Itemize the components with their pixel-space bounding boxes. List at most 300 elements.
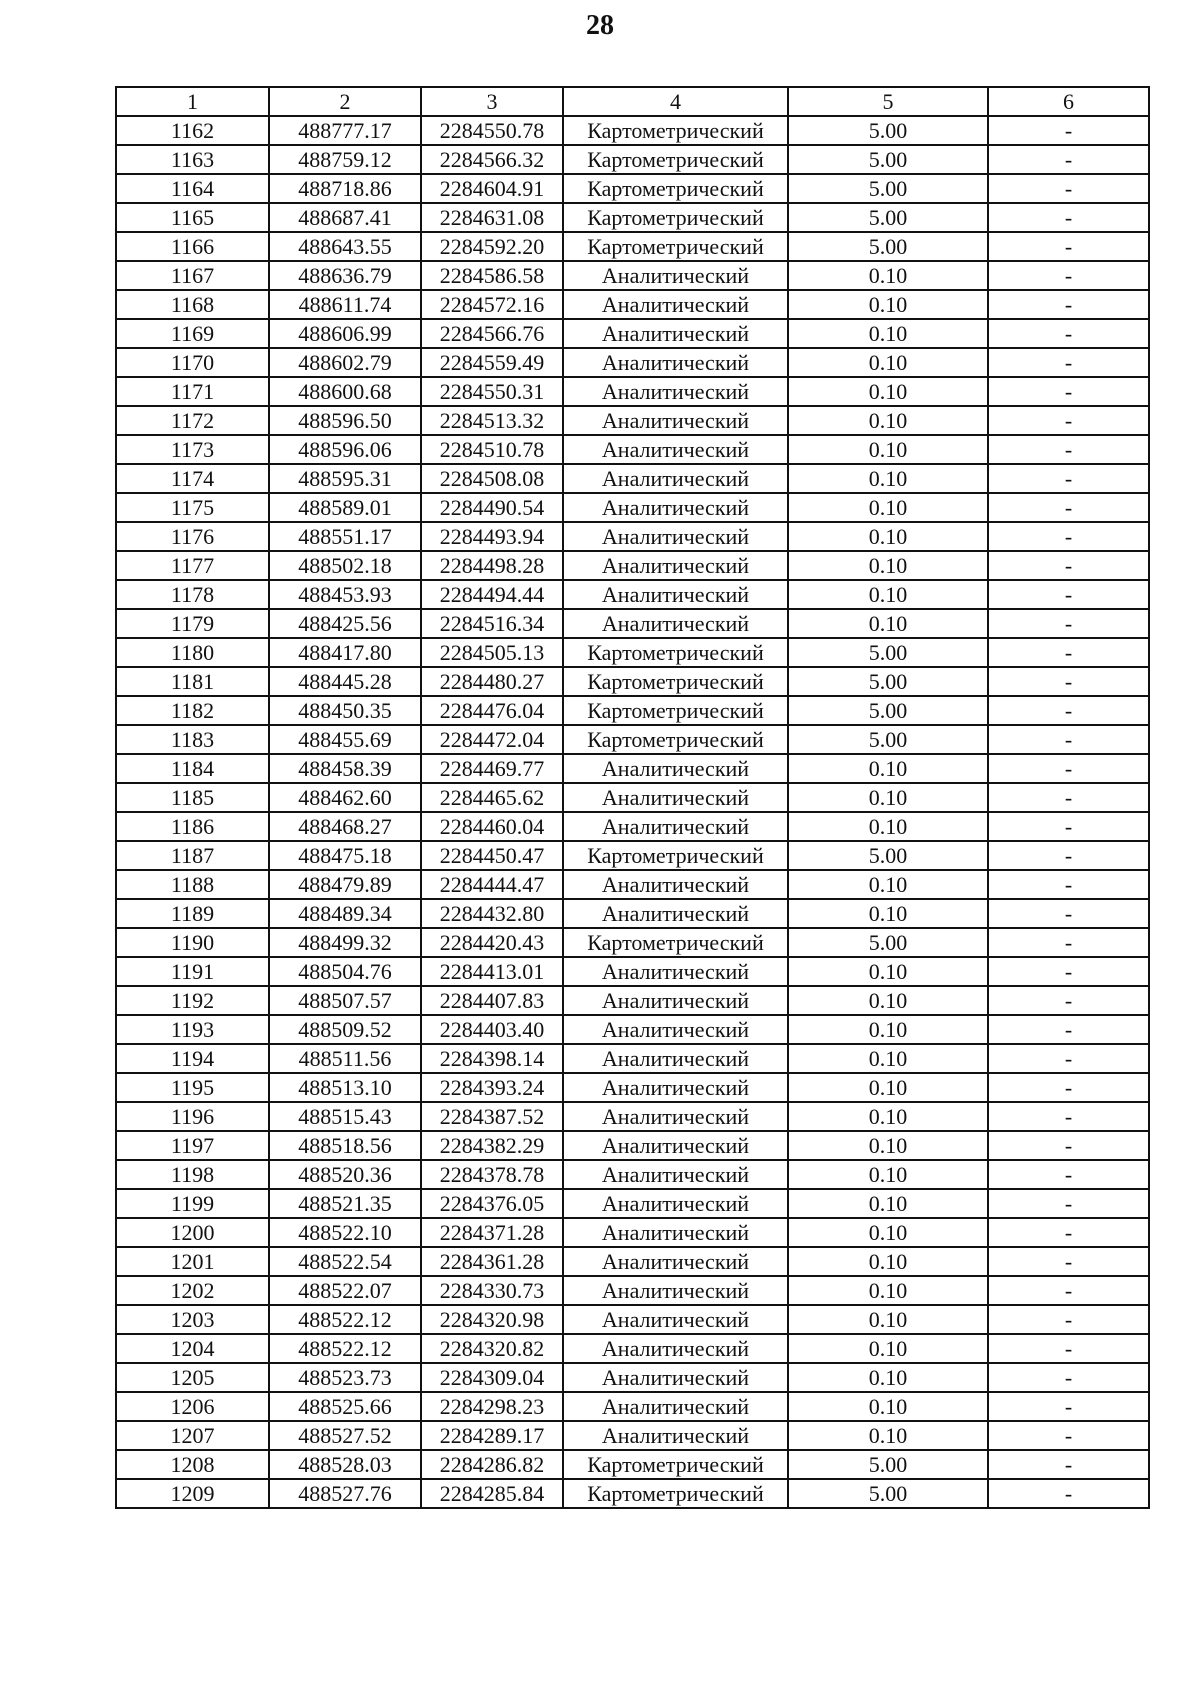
point-number-cell: 1182 — [116, 696, 269, 725]
point-number-cell: 1166 — [116, 232, 269, 261]
y-coordinate-cell: 2284469.77 — [421, 754, 563, 783]
accuracy-cell: 0.10 — [788, 435, 988, 464]
x-coordinate-cell: 488718.86 — [269, 174, 421, 203]
accuracy-cell: 5.00 — [788, 696, 988, 725]
note-cell: - — [988, 145, 1149, 174]
x-coordinate-cell: 488551.17 — [269, 522, 421, 551]
accuracy-cell: 0.10 — [788, 1073, 988, 1102]
accuracy-cell: 0.10 — [788, 870, 988, 899]
x-coordinate-cell: 488417.80 — [269, 638, 421, 667]
accuracy-cell: 5.00 — [788, 174, 988, 203]
accuracy-cell: 5.00 — [788, 203, 988, 232]
table-row — [116, 928, 1149, 957]
y-coordinate-cell: 2284382.29 — [421, 1131, 563, 1160]
column-header: 1 — [116, 87, 269, 116]
y-coordinate-cell: 2284476.04 — [421, 696, 563, 725]
method-cell: Картометрический — [563, 1450, 788, 1479]
note-cell: - — [988, 870, 1149, 899]
point-number-cell: 1208 — [116, 1450, 269, 1479]
y-coordinate-cell: 2284498.28 — [421, 551, 563, 580]
point-number-cell: 1184 — [116, 754, 269, 783]
y-coordinate-cell: 2284508.08 — [421, 464, 563, 493]
y-coordinate-cell: 2284592.20 — [421, 232, 563, 261]
y-coordinate-cell: 2284566.32 — [421, 145, 563, 174]
note-cell: - — [988, 1044, 1149, 1073]
column-header: 6 — [988, 87, 1149, 116]
method-cell: Аналитический — [563, 261, 788, 290]
table-row — [116, 1363, 1149, 1392]
note-cell: - — [988, 1421, 1149, 1450]
point-number-cell: 1189 — [116, 899, 269, 928]
note-cell: - — [988, 522, 1149, 551]
x-coordinate-cell: 488522.12 — [269, 1305, 421, 1334]
method-cell: Картометрический — [563, 725, 788, 754]
table-row — [116, 1421, 1149, 1450]
accuracy-cell: 5.00 — [788, 1479, 988, 1508]
point-number-cell: 1168 — [116, 290, 269, 319]
x-coordinate-cell: 488521.35 — [269, 1189, 421, 1218]
point-number-cell: 1178 — [116, 580, 269, 609]
x-coordinate-cell: 488777.17 — [269, 116, 421, 145]
accuracy-cell: 0.10 — [788, 551, 988, 580]
method-cell: Аналитический — [563, 1421, 788, 1450]
accuracy-cell: 0.10 — [788, 1363, 988, 1392]
accuracy-cell: 0.10 — [788, 957, 988, 986]
point-number-cell: 1175 — [116, 493, 269, 522]
table-row — [116, 754, 1149, 783]
accuracy-cell: 0.10 — [788, 754, 988, 783]
y-coordinate-cell: 2284516.34 — [421, 609, 563, 638]
x-coordinate-cell: 488759.12 — [269, 145, 421, 174]
y-coordinate-cell: 2284298.23 — [421, 1392, 563, 1421]
x-coordinate-cell: 488445.28 — [269, 667, 421, 696]
method-cell: Аналитический — [563, 609, 788, 638]
table-row — [116, 551, 1149, 580]
accuracy-cell: 0.10 — [788, 464, 988, 493]
point-number-cell: 1205 — [116, 1363, 269, 1392]
table-row — [116, 725, 1149, 754]
x-coordinate-cell: 488453.93 — [269, 580, 421, 609]
x-coordinate-cell: 488522.07 — [269, 1276, 421, 1305]
note-cell: - — [988, 348, 1149, 377]
method-cell: Аналитический — [563, 1189, 788, 1218]
accuracy-cell: 0.10 — [788, 1160, 988, 1189]
point-number-cell: 1203 — [116, 1305, 269, 1334]
x-coordinate-cell: 488687.41 — [269, 203, 421, 232]
note-cell: - — [988, 696, 1149, 725]
y-coordinate-cell: 2284444.47 — [421, 870, 563, 899]
note-cell: - — [988, 1479, 1149, 1508]
y-coordinate-cell: 2284586.58 — [421, 261, 563, 290]
note-cell: - — [988, 667, 1149, 696]
table-row — [116, 841, 1149, 870]
accuracy-cell: 0.10 — [788, 290, 988, 319]
accuracy-cell: 5.00 — [788, 841, 988, 870]
point-number-cell: 1172 — [116, 406, 269, 435]
y-coordinate-cell: 2284398.14 — [421, 1044, 563, 1073]
column-header: 2 — [269, 87, 421, 116]
y-coordinate-cell: 2284403.40 — [421, 1015, 563, 1044]
method-cell: Картометрический — [563, 928, 788, 957]
note-cell: - — [988, 116, 1149, 145]
accuracy-cell: 5.00 — [788, 638, 988, 667]
y-coordinate-cell: 2284413.01 — [421, 957, 563, 986]
note-cell: - — [988, 174, 1149, 203]
table-row — [116, 1479, 1149, 1508]
method-cell: Аналитический — [563, 348, 788, 377]
x-coordinate-cell: 488589.01 — [269, 493, 421, 522]
table-row — [116, 1276, 1149, 1305]
y-coordinate-cell: 2284378.78 — [421, 1160, 563, 1189]
x-coordinate-cell: 488595.31 — [269, 464, 421, 493]
point-number-cell: 1201 — [116, 1247, 269, 1276]
table-row — [116, 870, 1149, 899]
y-coordinate-cell: 2284361.28 — [421, 1247, 563, 1276]
point-number-cell: 1192 — [116, 986, 269, 1015]
note-cell: - — [988, 1160, 1149, 1189]
x-coordinate-cell: 488458.39 — [269, 754, 421, 783]
y-coordinate-cell: 2284309.04 — [421, 1363, 563, 1392]
point-number-cell: 1198 — [116, 1160, 269, 1189]
method-cell: Аналитический — [563, 406, 788, 435]
x-coordinate-cell: 488602.79 — [269, 348, 421, 377]
x-coordinate-cell: 488475.18 — [269, 841, 421, 870]
method-cell: Аналитический — [563, 754, 788, 783]
x-coordinate-cell: 488513.10 — [269, 1073, 421, 1102]
point-number-cell: 1162 — [116, 116, 269, 145]
y-coordinate-cell: 2284493.94 — [421, 522, 563, 551]
table-row — [116, 986, 1149, 1015]
table-row — [116, 1247, 1149, 1276]
y-coordinate-cell: 2284285.84 — [421, 1479, 563, 1508]
point-number-cell: 1200 — [116, 1218, 269, 1247]
x-coordinate-cell: 488462.60 — [269, 783, 421, 812]
note-cell: - — [988, 783, 1149, 812]
note-cell: - — [988, 841, 1149, 870]
method-cell: Аналитический — [563, 783, 788, 812]
x-coordinate-cell: 488596.50 — [269, 406, 421, 435]
table-row — [116, 783, 1149, 812]
x-coordinate-cell: 488520.36 — [269, 1160, 421, 1189]
table-row — [116, 1044, 1149, 1073]
y-coordinate-cell: 2284330.73 — [421, 1276, 563, 1305]
note-cell: - — [988, 261, 1149, 290]
method-cell: Аналитический — [563, 493, 788, 522]
table-row — [116, 696, 1149, 725]
note-cell: - — [988, 1392, 1149, 1421]
point-number-cell: 1167 — [116, 261, 269, 290]
x-coordinate-cell: 488522.54 — [269, 1247, 421, 1276]
accuracy-cell: 0.10 — [788, 522, 988, 551]
y-coordinate-cell: 2284450.47 — [421, 841, 563, 870]
coordinates-table — [115, 86, 1150, 1509]
accuracy-cell: 0.10 — [788, 1218, 988, 1247]
table-row — [116, 609, 1149, 638]
point-number-cell: 1177 — [116, 551, 269, 580]
accuracy-cell: 5.00 — [788, 1450, 988, 1479]
accuracy-cell: 0.10 — [788, 1044, 988, 1073]
method-cell: Аналитический — [563, 1218, 788, 1247]
x-coordinate-cell: 488468.27 — [269, 812, 421, 841]
accuracy-cell: 0.10 — [788, 609, 988, 638]
x-coordinate-cell: 488518.56 — [269, 1131, 421, 1160]
accuracy-cell: 0.10 — [788, 261, 988, 290]
point-number-cell: 1194 — [116, 1044, 269, 1073]
table-row — [116, 406, 1149, 435]
method-cell: Картометрический — [563, 696, 788, 725]
method-cell: Аналитический — [563, 1276, 788, 1305]
point-number-cell: 1204 — [116, 1334, 269, 1363]
y-coordinate-cell: 2284465.62 — [421, 783, 563, 812]
point-number-cell: 1183 — [116, 725, 269, 754]
accuracy-cell: 0.10 — [788, 1131, 988, 1160]
x-coordinate-cell: 488523.73 — [269, 1363, 421, 1392]
note-cell: - — [988, 725, 1149, 754]
accuracy-cell: 0.10 — [788, 1247, 988, 1276]
x-coordinate-cell: 488509.52 — [269, 1015, 421, 1044]
point-number-cell: 1173 — [116, 435, 269, 464]
table-row — [116, 493, 1149, 522]
note-cell: - — [988, 899, 1149, 928]
method-cell: Картометрический — [563, 638, 788, 667]
y-coordinate-cell: 2284371.28 — [421, 1218, 563, 1247]
method-cell: Картометрический — [563, 116, 788, 145]
table-row — [116, 1189, 1149, 1218]
y-coordinate-cell: 2284460.04 — [421, 812, 563, 841]
point-number-cell: 1199 — [116, 1189, 269, 1218]
y-coordinate-cell: 2284376.05 — [421, 1189, 563, 1218]
table-row — [116, 638, 1149, 667]
table-row — [116, 174, 1149, 203]
note-cell: - — [988, 1334, 1149, 1363]
method-cell: Аналитический — [563, 1044, 788, 1073]
note-cell: - — [988, 1015, 1149, 1044]
method-cell: Аналитический — [563, 812, 788, 841]
accuracy-cell: 0.10 — [788, 1305, 988, 1334]
x-coordinate-cell: 488479.89 — [269, 870, 421, 899]
accuracy-cell: 0.10 — [788, 377, 988, 406]
point-number-cell: 1163 — [116, 145, 269, 174]
table-row — [116, 1334, 1149, 1363]
method-cell: Аналитический — [563, 1131, 788, 1160]
note-cell: - — [988, 1450, 1149, 1479]
method-cell: Аналитический — [563, 1015, 788, 1044]
method-cell: Аналитический — [563, 580, 788, 609]
method-cell: Аналитический — [563, 464, 788, 493]
x-coordinate-cell: 488606.99 — [269, 319, 421, 348]
method-cell: Аналитический — [563, 1363, 788, 1392]
y-coordinate-cell: 2284490.54 — [421, 493, 563, 522]
table-row — [116, 377, 1149, 406]
x-coordinate-cell: 488507.57 — [269, 986, 421, 1015]
method-cell: Аналитический — [563, 1247, 788, 1276]
method-cell: Картометрический — [563, 145, 788, 174]
point-number-cell: 1179 — [116, 609, 269, 638]
note-cell: - — [988, 957, 1149, 986]
method-cell: Аналитический — [563, 435, 788, 464]
y-coordinate-cell: 2284631.08 — [421, 203, 563, 232]
note-cell: - — [988, 1363, 1149, 1392]
y-coordinate-cell: 2284407.83 — [421, 986, 563, 1015]
note-cell: - — [988, 754, 1149, 783]
note-cell: - — [988, 1218, 1149, 1247]
point-number-cell: 1206 — [116, 1392, 269, 1421]
note-cell: - — [988, 986, 1149, 1015]
point-number-cell: 1171 — [116, 377, 269, 406]
accuracy-cell: 0.10 — [788, 1102, 988, 1131]
note-cell: - — [988, 493, 1149, 522]
method-cell: Аналитический — [563, 377, 788, 406]
table-row — [116, 145, 1149, 174]
accuracy-cell: 5.00 — [788, 145, 988, 174]
note-cell: - — [988, 377, 1149, 406]
note-cell: - — [988, 319, 1149, 348]
note-cell: - — [988, 928, 1149, 957]
method-cell: Аналитический — [563, 1334, 788, 1363]
table-row — [116, 957, 1149, 986]
y-coordinate-cell: 2284559.49 — [421, 348, 563, 377]
method-cell: Аналитический — [563, 899, 788, 928]
x-coordinate-cell: 488611.74 — [269, 290, 421, 319]
note-cell: - — [988, 638, 1149, 667]
point-number-cell: 1180 — [116, 638, 269, 667]
page-number: 28 — [586, 10, 614, 41]
point-number-cell: 1207 — [116, 1421, 269, 1450]
point-number-cell: 1170 — [116, 348, 269, 377]
accuracy-cell: 0.10 — [788, 1334, 988, 1363]
table-row — [116, 667, 1149, 696]
column-header: 4 — [563, 87, 788, 116]
accuracy-cell: 5.00 — [788, 232, 988, 261]
point-number-cell: 1174 — [116, 464, 269, 493]
table-row — [116, 1102, 1149, 1131]
y-coordinate-cell: 2284566.76 — [421, 319, 563, 348]
x-coordinate-cell: 488455.69 — [269, 725, 421, 754]
accuracy-cell: 0.10 — [788, 899, 988, 928]
column-header: 5 — [788, 87, 988, 116]
y-coordinate-cell: 2284472.04 — [421, 725, 563, 754]
y-coordinate-cell: 2284320.98 — [421, 1305, 563, 1334]
note-cell: - — [988, 1189, 1149, 1218]
note-cell: - — [988, 580, 1149, 609]
point-number-cell: 1164 — [116, 174, 269, 203]
accuracy-cell: 0.10 — [788, 812, 988, 841]
accuracy-cell: 0.10 — [788, 348, 988, 377]
accuracy-cell: 0.10 — [788, 319, 988, 348]
x-coordinate-cell: 488425.56 — [269, 609, 421, 638]
table-row — [116, 1305, 1149, 1334]
y-coordinate-cell: 2284289.17 — [421, 1421, 563, 1450]
accuracy-cell: 0.10 — [788, 493, 988, 522]
column-header: 3 — [421, 87, 563, 116]
method-cell: Аналитический — [563, 957, 788, 986]
point-number-cell: 1165 — [116, 203, 269, 232]
table-row — [116, 1131, 1149, 1160]
method-cell: Аналитический — [563, 319, 788, 348]
method-cell: Аналитический — [563, 1102, 788, 1131]
note-cell: - — [988, 1247, 1149, 1276]
y-coordinate-cell: 2284604.91 — [421, 174, 563, 203]
table-row — [116, 580, 1149, 609]
method-cell: Аналитический — [563, 1305, 788, 1334]
x-coordinate-cell: 488522.10 — [269, 1218, 421, 1247]
method-cell: Картометрический — [563, 841, 788, 870]
method-cell: Картометрический — [563, 232, 788, 261]
method-cell: Аналитический — [563, 522, 788, 551]
y-coordinate-cell: 2284320.82 — [421, 1334, 563, 1363]
table-row — [116, 203, 1149, 232]
table-row — [116, 522, 1149, 551]
x-coordinate-cell: 488450.35 — [269, 696, 421, 725]
accuracy-cell: 0.10 — [788, 783, 988, 812]
table-row — [116, 1073, 1149, 1102]
method-cell: Аналитический — [563, 1160, 788, 1189]
table-row — [116, 232, 1149, 261]
table-row — [116, 290, 1149, 319]
table-row — [116, 348, 1149, 377]
accuracy-cell: 0.10 — [788, 1189, 988, 1218]
x-coordinate-cell: 488502.18 — [269, 551, 421, 580]
point-number-cell: 1195 — [116, 1073, 269, 1102]
note-cell: - — [988, 290, 1149, 319]
point-number-cell: 1181 — [116, 667, 269, 696]
y-coordinate-cell: 2284432.80 — [421, 899, 563, 928]
x-coordinate-cell: 488489.34 — [269, 899, 421, 928]
accuracy-cell: 0.10 — [788, 1392, 988, 1421]
table-row — [116, 1392, 1149, 1421]
y-coordinate-cell: 2284513.32 — [421, 406, 563, 435]
x-coordinate-cell: 488504.76 — [269, 957, 421, 986]
note-cell: - — [988, 1276, 1149, 1305]
x-coordinate-cell: 488499.32 — [269, 928, 421, 957]
x-coordinate-cell: 488600.68 — [269, 377, 421, 406]
point-number-cell: 1185 — [116, 783, 269, 812]
accuracy-cell: 0.10 — [788, 1015, 988, 1044]
point-number-cell: 1176 — [116, 522, 269, 551]
accuracy-cell: 5.00 — [788, 928, 988, 957]
x-coordinate-cell: 488596.06 — [269, 435, 421, 464]
table-row — [116, 261, 1149, 290]
accuracy-cell: 5.00 — [788, 116, 988, 145]
y-coordinate-cell: 2284494.44 — [421, 580, 563, 609]
note-cell: - — [988, 1305, 1149, 1334]
table-row — [116, 899, 1149, 928]
table-row — [116, 319, 1149, 348]
note-cell: - — [988, 551, 1149, 580]
point-number-cell: 1209 — [116, 1479, 269, 1508]
point-number-cell: 1187 — [116, 841, 269, 870]
point-number-cell: 1188 — [116, 870, 269, 899]
table-row — [116, 1015, 1149, 1044]
method-cell: Аналитический — [563, 551, 788, 580]
x-coordinate-cell: 488522.12 — [269, 1334, 421, 1363]
point-number-cell: 1191 — [116, 957, 269, 986]
point-number-cell: 1190 — [116, 928, 269, 957]
note-cell: - — [988, 1131, 1149, 1160]
point-number-cell: 1193 — [116, 1015, 269, 1044]
note-cell: - — [988, 464, 1149, 493]
method-cell: Картометрический — [563, 667, 788, 696]
table-row — [116, 116, 1149, 145]
accuracy-cell: 5.00 — [788, 667, 988, 696]
table-row — [116, 464, 1149, 493]
y-coordinate-cell: 2284387.52 — [421, 1102, 563, 1131]
method-cell: Аналитический — [563, 986, 788, 1015]
y-coordinate-cell: 2284480.27 — [421, 667, 563, 696]
method-cell: Аналитический — [563, 1073, 788, 1102]
y-coordinate-cell: 2284572.16 — [421, 290, 563, 319]
table-header-row — [116, 87, 1149, 116]
